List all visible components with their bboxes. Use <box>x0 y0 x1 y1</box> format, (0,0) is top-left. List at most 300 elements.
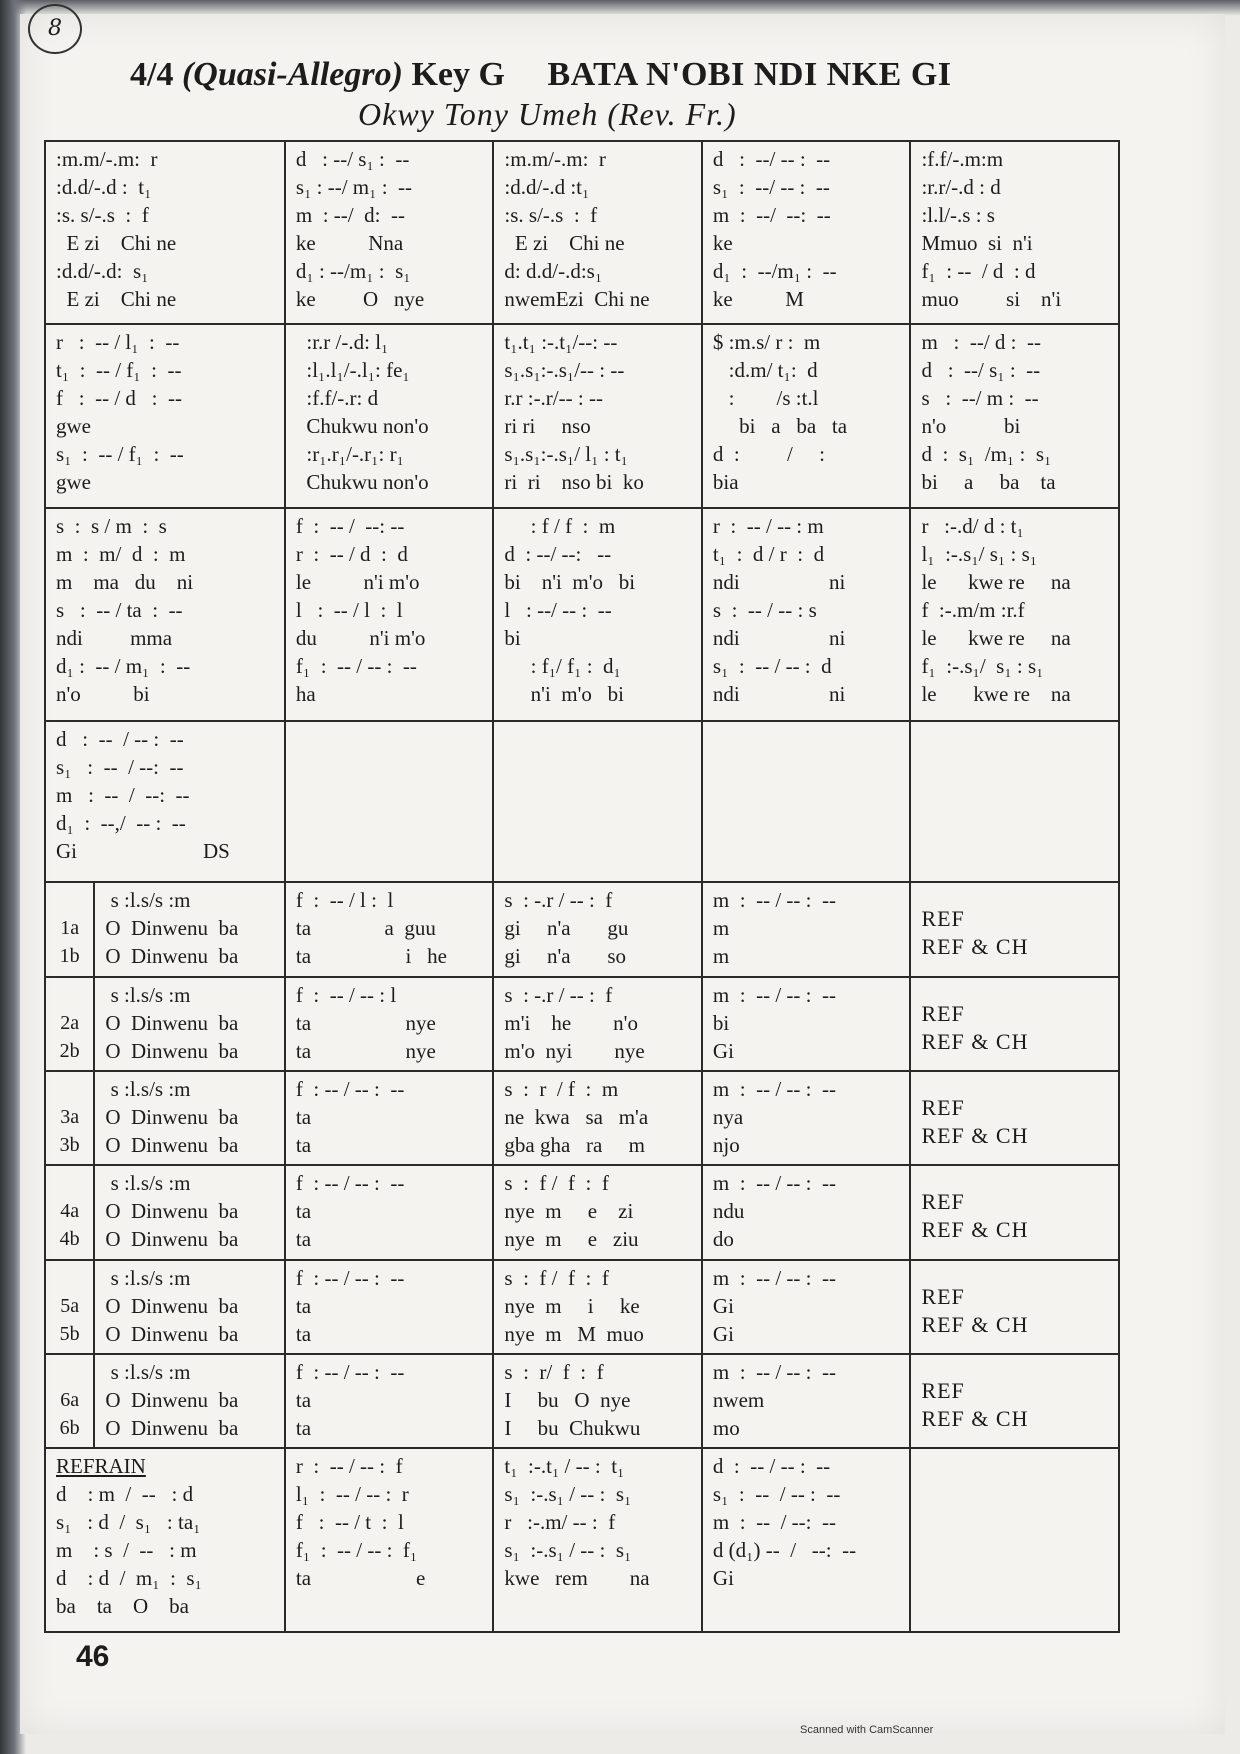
refrain-cell <box>493 1448 702 1632</box>
verse-cell <box>94 1354 285 1448</box>
solfa-line: s : r / f : m <box>504 1076 619 1101</box>
solfa-line: d (d₁) -- / --: -- <box>712 1538 857 1563</box>
solfa-line: d : m / -- : d <box>56 1482 194 1507</box>
solfa-line: REF & CH <box>921 1122 1029 1148</box>
solfa-line: ndu <box>712 1199 745 1224</box>
solfa-line: d : --/ s₁ : -- <box>295 147 410 171</box>
solfa-line: ha <box>295 681 316 706</box>
solfa-line: muo si n'i <box>921 287 1062 311</box>
solfa-line: m : -- / -- : -- <box>712 1171 836 1196</box>
verse-number-label: 4b <box>59 1228 80 1251</box>
solfa-line: m <box>712 944 730 969</box>
score-cell <box>285 141 494 324</box>
verse-number-label: 3a <box>60 1105 80 1128</box>
score-cell <box>493 324 702 507</box>
solfa-line: ta <box>295 1227 312 1252</box>
score-cell <box>910 508 1119 721</box>
solfa-line: REF & CH <box>921 1406 1029 1432</box>
solfa-line: s₁ : -- / -- : d <box>712 653 832 678</box>
solfa-line: :l.l/-.s : s <box>921 203 995 227</box>
verse-number-label: 5a <box>60 1294 80 1317</box>
solfa-line: d₁ : --/m₁ : -- <box>712 259 837 283</box>
solfa-line: r :-.d/ d : t₁ <box>921 513 1024 538</box>
solfa-line: s :l.s/s :m <box>105 1360 191 1385</box>
verse-number-label <box>56 981 83 1009</box>
verse-number <box>45 977 94 1071</box>
score-cell <box>702 141 911 324</box>
solfa-line: d₁ : --,/ -- : -- <box>56 811 186 836</box>
solfa-line: ke Nna <box>295 231 404 255</box>
tempo-marking: (Quasi-Allegro) <box>181 56 403 93</box>
composer-line: Okwy Tony Umeh (Rev. Fr.) <box>358 96 737 132</box>
solfa-line: REF & CH <box>921 1311 1029 1337</box>
solfa-line: ba ta O ba <box>56 1594 189 1619</box>
solfa-line: m : -- / -- : -- <box>712 982 836 1007</box>
verse-cell <box>94 1260 285 1354</box>
solfa-line: :m.m/-.m: r <box>504 147 606 171</box>
score-row <box>45 324 1119 507</box>
verse-row <box>45 1071 1119 1165</box>
solfa-line: s : -- / -- : s <box>712 597 817 622</box>
verse-number <box>45 1165 94 1259</box>
solfa-line: nye m e zi <box>504 1199 634 1224</box>
solfa-line: ta nye <box>295 1038 436 1063</box>
verse-cell <box>493 1260 702 1354</box>
score-cell <box>285 324 494 507</box>
solfa-line: f : -- / -- : l <box>295 982 397 1007</box>
verse-cell <box>702 1260 911 1354</box>
solfa-line: ndi ni <box>712 569 846 594</box>
refrain-cell <box>702 1448 911 1632</box>
solfa-line: m ma du ni <box>56 569 194 594</box>
verse-cell <box>94 882 285 976</box>
verse-cell <box>285 1071 494 1165</box>
verse-cell <box>702 882 911 976</box>
solfa-line: ke O nye <box>295 287 425 311</box>
solfa-line: ne kwa sa m'a <box>504 1104 649 1129</box>
solfa-line: REF <box>921 1378 965 1404</box>
solfa-line: ta nye <box>295 1010 436 1035</box>
solfa-line: REF <box>921 1189 965 1215</box>
solfa-line: $ :m.s/ r : m <box>712 330 821 355</box>
solfa-line: d₁ : -- / m₁ : -- <box>56 653 191 678</box>
solfa-line: mo <box>712 1416 740 1441</box>
solfa-line: d : --/ -- : -- <box>712 147 831 171</box>
solfa-line: :m.m/-.m: r <box>56 147 158 171</box>
verse-cell <box>702 1354 911 1448</box>
solfa-line: f :-.m/m :r.f <box>921 597 1025 622</box>
verse-cell <box>94 1071 285 1165</box>
solfa-line: :r.r /-.d: l₁ <box>295 330 389 355</box>
solfa-line: nya <box>712 1104 744 1129</box>
solfa-line: r :-.m/ -- : f <box>504 1510 616 1535</box>
score-cell <box>45 721 285 882</box>
solfa-line: f : -- / l : l <box>295 888 394 913</box>
solfa-line: f₁ : -- / d : d <box>921 259 1036 283</box>
solfa-line: m : -- / --: -- <box>712 1510 836 1535</box>
solfa-line: nwemEzi Chi ne <box>504 287 650 311</box>
solfa-line: nwem <box>712 1388 765 1413</box>
solfa-line: REF <box>921 1283 965 1309</box>
verse-row <box>45 882 1119 976</box>
song-title-line <box>130 56 1090 94</box>
time-signature: 4/4 <box>130 56 174 93</box>
solfa-line: REF <box>921 1094 965 1120</box>
solfa-line: I bu Chukwu <box>504 1416 641 1441</box>
solfa-line: nye m M muo <box>504 1321 644 1346</box>
solfa-line: : f₁/ f₁ : d₁ <box>504 653 621 678</box>
solfa-line: s : f / f : f <box>504 1265 609 1290</box>
solfa-line: O Dinwenu ba <box>105 916 239 941</box>
verse-ref-cell <box>910 1071 1119 1165</box>
solfa-line: s₁ : -- / --: -- <box>56 755 184 780</box>
verse-cell <box>702 1165 911 1259</box>
verse-number <box>45 1354 94 1448</box>
solfa-line: le kwe re na <box>921 625 1071 650</box>
solfa-line: n'o bi <box>56 681 150 706</box>
solfa-line: bi n'i m'o bi <box>504 569 636 594</box>
solfa-line: le kwe re na <box>921 681 1071 706</box>
verse-number <box>45 1071 94 1165</box>
verse-cell <box>493 1071 702 1165</box>
solfa-line: f₁ :-.s₁/ s₁ : s₁ <box>921 653 1044 678</box>
solfa-line: Mmuo si n'i <box>921 231 1033 255</box>
solfa-line: t₁ :-.t₁ / -- : t₁ <box>504 1454 625 1479</box>
verse-cell <box>285 977 494 1071</box>
solfa-line: Chukwu non'o <box>295 470 429 495</box>
solfa-line: O Dinwenu ba <box>105 1038 239 1063</box>
solfa-line: nye m i ke <box>504 1293 640 1318</box>
solfa-line: m : -- / -- : -- <box>712 1076 836 1101</box>
solfa-line: Gi <box>712 1566 734 1591</box>
score-row <box>45 141 1119 324</box>
solfa-line: :l₁.l₁/-.l₁: fe₁ <box>295 358 410 383</box>
solfa-line: ta e <box>295 1566 426 1591</box>
solfa-line: E zi Chi ne <box>56 231 177 255</box>
song-title: BATA N'OBI NDI NKE GI <box>547 56 952 93</box>
verse-number-label: 6a <box>60 1389 80 1412</box>
verse-ref-cell <box>910 1260 1119 1354</box>
score-cell <box>285 721 494 882</box>
solfa-line: f : -- / --: -- <box>295 513 405 538</box>
verse-row <box>45 1165 1119 1259</box>
solfa-line: :d.d/-.d :t₁ <box>504 175 590 199</box>
solfa-line: ri ri nso <box>504 414 591 439</box>
solfa-line: m : --/ d : -- <box>921 330 1041 355</box>
solfa-line: m : --/ d: -- <box>295 203 405 227</box>
solfa-line: r : -- / -- : m <box>712 513 824 538</box>
solfa-line: O Dinwenu ba <box>105 1132 239 1157</box>
solfa-line: REF <box>921 906 965 932</box>
score-cell <box>493 141 702 324</box>
solfa-line: s : r/ f : f <box>504 1360 604 1385</box>
solfa-line: f : -- / d : -- <box>56 386 182 411</box>
solfa-line: f : -- / -- : -- <box>295 1076 405 1101</box>
solfa-line: O Dinwenu ba <box>105 1227 239 1252</box>
solfa-line: m : m/ d : m <box>56 541 186 566</box>
solfa-line: f₁ : -- / -- : -- <box>295 653 417 678</box>
verse-cell <box>285 1260 494 1354</box>
solfa-line: d : s₁ /m₁ : s₁ <box>921 442 1052 467</box>
solfa-line: ta <box>295 1293 312 1318</box>
solfa-line: f₁ : -- / -- : f₁ <box>295 1538 418 1563</box>
verse-ref-cell <box>910 977 1119 1071</box>
solfa-line: ta <box>295 1104 312 1129</box>
verse-number-label <box>56 1169 83 1197</box>
solfa-line: f : -- / -- : -- <box>295 1171 405 1196</box>
page-number: 46 <box>76 1640 110 1673</box>
solfa-line: ke <box>712 231 733 255</box>
solfa-line: s₁.s₁:-.s₁/ l₁ : t₁ <box>504 442 628 467</box>
verse-cell <box>702 1071 911 1165</box>
verse-cell <box>285 1354 494 1448</box>
score-cell <box>45 324 285 507</box>
solfa-line: Gi DS <box>56 839 230 864</box>
score-cell <box>910 324 1119 507</box>
verse-number-label: 1a <box>60 917 80 940</box>
solfa-line: :s. s/-.s : f <box>504 203 598 227</box>
scanner-watermark: Scanned with CamScanner <box>800 1724 934 1736</box>
score-cell <box>702 721 911 882</box>
solfa-line: l : -- / l : l <box>295 597 403 622</box>
solfa-line: :d.d/-.d : t₁ <box>56 175 152 199</box>
verse-row <box>45 1354 1119 1448</box>
solfa-line: s₁ : --/ m₁ : -- <box>295 175 413 199</box>
solfa-line: bi a ba ta <box>921 470 1056 495</box>
verse-number-label <box>56 886 83 914</box>
score-cell <box>285 508 494 721</box>
page-marker-circle: 8 <box>28 4 82 54</box>
solfa-line: ta <box>295 1321 312 1346</box>
score-cell <box>45 508 285 721</box>
refrain-row <box>45 1448 1119 1632</box>
solfa-line: ndi ni <box>712 625 846 650</box>
solfa-line: l : --/ -- : -- <box>504 597 612 622</box>
solfa-line: :r.r/-.d : d <box>921 175 1001 199</box>
solfa-line: ndi mma <box>56 625 173 650</box>
solfa-line: d : --/ --: -- <box>504 541 612 566</box>
solfa-line: s :l.s/s :m <box>105 1076 191 1101</box>
solfa-line: d : -- / -- : -- <box>56 727 184 752</box>
solfa-line: ke M <box>712 287 804 311</box>
verse-row <box>45 977 1119 1071</box>
solfa-line: REF & CH <box>921 934 1029 960</box>
solfa-line: d : d / m₁ : s₁ <box>56 1566 202 1591</box>
solfa-line: l₁ :-.s₁/ s₁ : s₁ <box>921 541 1038 566</box>
solfa-line: O Dinwenu ba <box>105 1293 239 1318</box>
solfa-line: t₁.t₁ :-.t₁/--: -- <box>504 330 618 355</box>
refrain-label: REFRAIN <box>56 1454 146 1479</box>
solfa-line: :s. s/-.s : f <box>56 203 149 227</box>
solfa-line: d₁ : --/m₁ : s₁ <box>295 259 411 283</box>
score-cell <box>45 141 285 324</box>
solfa-line: l₁ : -- / -- : r <box>295 1482 409 1507</box>
solfa-line: t₁ : -- / f₁ : -- <box>56 358 182 383</box>
verse-cell <box>285 882 494 976</box>
refrain-cell <box>285 1448 494 1632</box>
verse-number <box>45 882 94 976</box>
score-cell <box>493 508 702 721</box>
solfa-line: kwe rem na <box>504 1566 650 1591</box>
solfa-line: O Dinwenu ba <box>105 1416 239 1441</box>
solfa-line: s :l.s/s :m <box>105 982 191 1007</box>
solfa-line: f : -- / -- : -- <box>295 1360 405 1385</box>
solfa-line: d : / : <box>712 442 825 467</box>
solfa-line: O Dinwenu ba <box>105 1388 239 1413</box>
solfa-line: bi a ba ta <box>712 414 848 439</box>
solfa-line: I bu O nye <box>504 1388 631 1413</box>
score-cell <box>493 721 702 882</box>
verse-number-label: 1b <box>59 945 80 968</box>
solfa-line: REF & CH <box>921 1028 1029 1054</box>
solfa-line: s₁ : -- / f₁ : -- <box>56 442 184 467</box>
solfa-line: E zi Chi ne <box>504 231 625 255</box>
verse-cell <box>94 1165 285 1259</box>
solfa-line: m : --/ --: -- <box>712 203 831 227</box>
verse-number-label <box>56 1075 83 1103</box>
solfa-line: bi <box>504 625 521 650</box>
solfa-line: ta <box>295 1388 312 1413</box>
solfa-line: Chukwu non'o <box>295 414 429 439</box>
solfa-line: m : s / -- : m <box>56 1538 197 1563</box>
solfa-line: d: d.d/-.d:s₁ <box>504 259 603 283</box>
verse-row <box>45 1260 1119 1354</box>
solfa-line: r : -- / d : d <box>295 541 408 566</box>
solfa-line: O Dinwenu ba <box>105 1321 239 1346</box>
solfa-line: s₁ : --/ -- : -- <box>712 175 830 199</box>
solfa-line: ri ri nso bi ko <box>504 470 644 495</box>
solfa-line: s₁ :-.s₁ / -- : s₁ <box>504 1482 632 1507</box>
verse-number-label: 4a <box>60 1200 80 1223</box>
solfa-line: d : --/ s₁ : -- <box>921 358 1041 383</box>
solfa-line: Gi <box>712 1293 734 1318</box>
verse-number-label <box>56 1358 83 1386</box>
tonic-solfa-score <box>44 140 1120 1633</box>
solfa-line: s : -- / ta : -- <box>56 597 183 622</box>
solfa-line: m : -- / -- : -- <box>712 1265 836 1290</box>
verse-cell <box>493 882 702 976</box>
solfa-line: Gi <box>712 1038 734 1063</box>
solfa-line: n'i m'o bi <box>504 681 624 706</box>
score-row <box>45 721 1119 882</box>
solfa-line: le n'i m'o <box>295 569 420 594</box>
solfa-line: r.r :-.r/-- : -- <box>504 386 603 411</box>
verse-ref-cell <box>910 882 1119 976</box>
verse-cell <box>493 1165 702 1259</box>
solfa-line: O Dinwenu ba <box>105 1010 239 1035</box>
refrain-cell <box>910 1448 1119 1632</box>
solfa-line: bia <box>712 470 739 495</box>
solfa-line: s₁ : d / s₁ : ta₁ <box>56 1510 201 1535</box>
solfa-line: f : -- / t : l <box>295 1510 404 1535</box>
solfa-line: O Dinwenu ba <box>105 1104 239 1129</box>
solfa-line: s :l.s/s :m <box>105 888 191 913</box>
solfa-line: gwe <box>56 470 91 495</box>
solfa-line: d : -- / -- : -- <box>712 1454 831 1479</box>
score-cell <box>702 508 911 721</box>
solfa-line: O Dinwenu ba <box>105 1199 239 1224</box>
solfa-line: du n'i m'o <box>295 625 426 650</box>
solfa-line: s₁.s₁:-.s₁/-- : -- <box>504 358 625 383</box>
solfa-line: m : -- / --: -- <box>56 783 190 808</box>
solfa-line: REF <box>921 1000 965 1026</box>
score-cell <box>910 721 1119 882</box>
solfa-line: bi <box>712 1010 730 1035</box>
solfa-line: r : -- / -- : f <box>295 1454 403 1479</box>
solfa-line: REF & CH <box>921 1217 1029 1243</box>
verse-number-label: 2b <box>59 1039 80 1062</box>
solfa-line: : /s :t.l <box>712 386 819 411</box>
solfa-line: s : f / f : f <box>504 1171 609 1196</box>
solfa-line: E zi Chi ne <box>56 287 177 311</box>
solfa-line: m : -- / -- : -- <box>712 888 836 913</box>
verse-number <box>45 1260 94 1354</box>
score-cell <box>910 141 1119 324</box>
solfa-line: s :l.s/s :m <box>105 1265 191 1290</box>
refrain-cell <box>45 1448 285 1632</box>
solfa-line: gi n'a gu <box>504 916 629 941</box>
solfa-line: Gi <box>712 1321 734 1346</box>
verse-ref-cell <box>910 1165 1119 1259</box>
verse-ref-cell <box>910 1354 1119 1448</box>
solfa-line: r : -- / l₁ : -- <box>56 330 180 355</box>
solfa-line: n'o bi <box>921 414 1021 439</box>
verse-cell <box>493 977 702 1071</box>
verse-cell <box>94 977 285 1071</box>
solfa-line: s : --/ m : -- <box>921 386 1039 411</box>
solfa-line: t₁ : d / r : d <box>712 541 825 566</box>
verse-cell <box>702 977 911 1071</box>
verse-number-label: 5b <box>59 1322 80 1345</box>
solfa-line: f : -- / -- : -- <box>295 1265 405 1290</box>
solfa-line: ta <box>295 1132 312 1157</box>
solfa-line: gba gha ra m <box>504 1132 645 1157</box>
solfa-line: s₁ : -- / -- : -- <box>712 1482 841 1507</box>
verse-number-label: 2a <box>60 1011 80 1034</box>
solfa-line: do <box>712 1227 734 1252</box>
verse-number-label: 6b <box>59 1417 80 1440</box>
verse-number-label <box>56 1264 83 1292</box>
solfa-line: O Dinwenu ba <box>105 944 239 969</box>
verse-number-label: 3b <box>59 1133 80 1156</box>
solfa-line: ta i he <box>295 944 447 969</box>
solfa-line: njo <box>712 1132 740 1157</box>
solfa-line: s₁ :-.s₁ / -- : s₁ <box>504 1538 632 1563</box>
solfa-line: m <box>712 916 730 941</box>
solfa-line: gi n'a so <box>504 944 627 969</box>
solfa-line: :d.d/-.d: s₁ <box>56 259 149 283</box>
solfa-line: m'i he n'o <box>504 1010 638 1035</box>
solfa-line: nye m e ziu <box>504 1227 639 1252</box>
solfa-line: :f.f/-.r: d <box>295 386 379 411</box>
score-row <box>45 508 1119 721</box>
solfa-line: m : -- / -- : -- <box>712 1360 836 1385</box>
solfa-line: ndi ni <box>712 681 846 706</box>
solfa-line: s :l.s/s :m <box>105 1171 191 1196</box>
verse-cell <box>493 1354 702 1448</box>
key-signature: Key G <box>411 56 505 93</box>
solfa-line: ta <box>295 1416 312 1441</box>
solfa-line: s : -.r / -- : f <box>504 982 613 1007</box>
solfa-line: ta a guu <box>295 916 436 941</box>
verse-cell <box>285 1165 494 1259</box>
solfa-line: m'o nyi nye <box>504 1038 645 1063</box>
solfa-line: ta <box>295 1199 312 1224</box>
solfa-line: : f / f : m <box>504 513 616 538</box>
solfa-line: :f.f/-.m:m <box>921 147 1004 171</box>
solfa-line: s : -.r / -- : f <box>504 888 613 913</box>
score-cell <box>702 324 911 507</box>
